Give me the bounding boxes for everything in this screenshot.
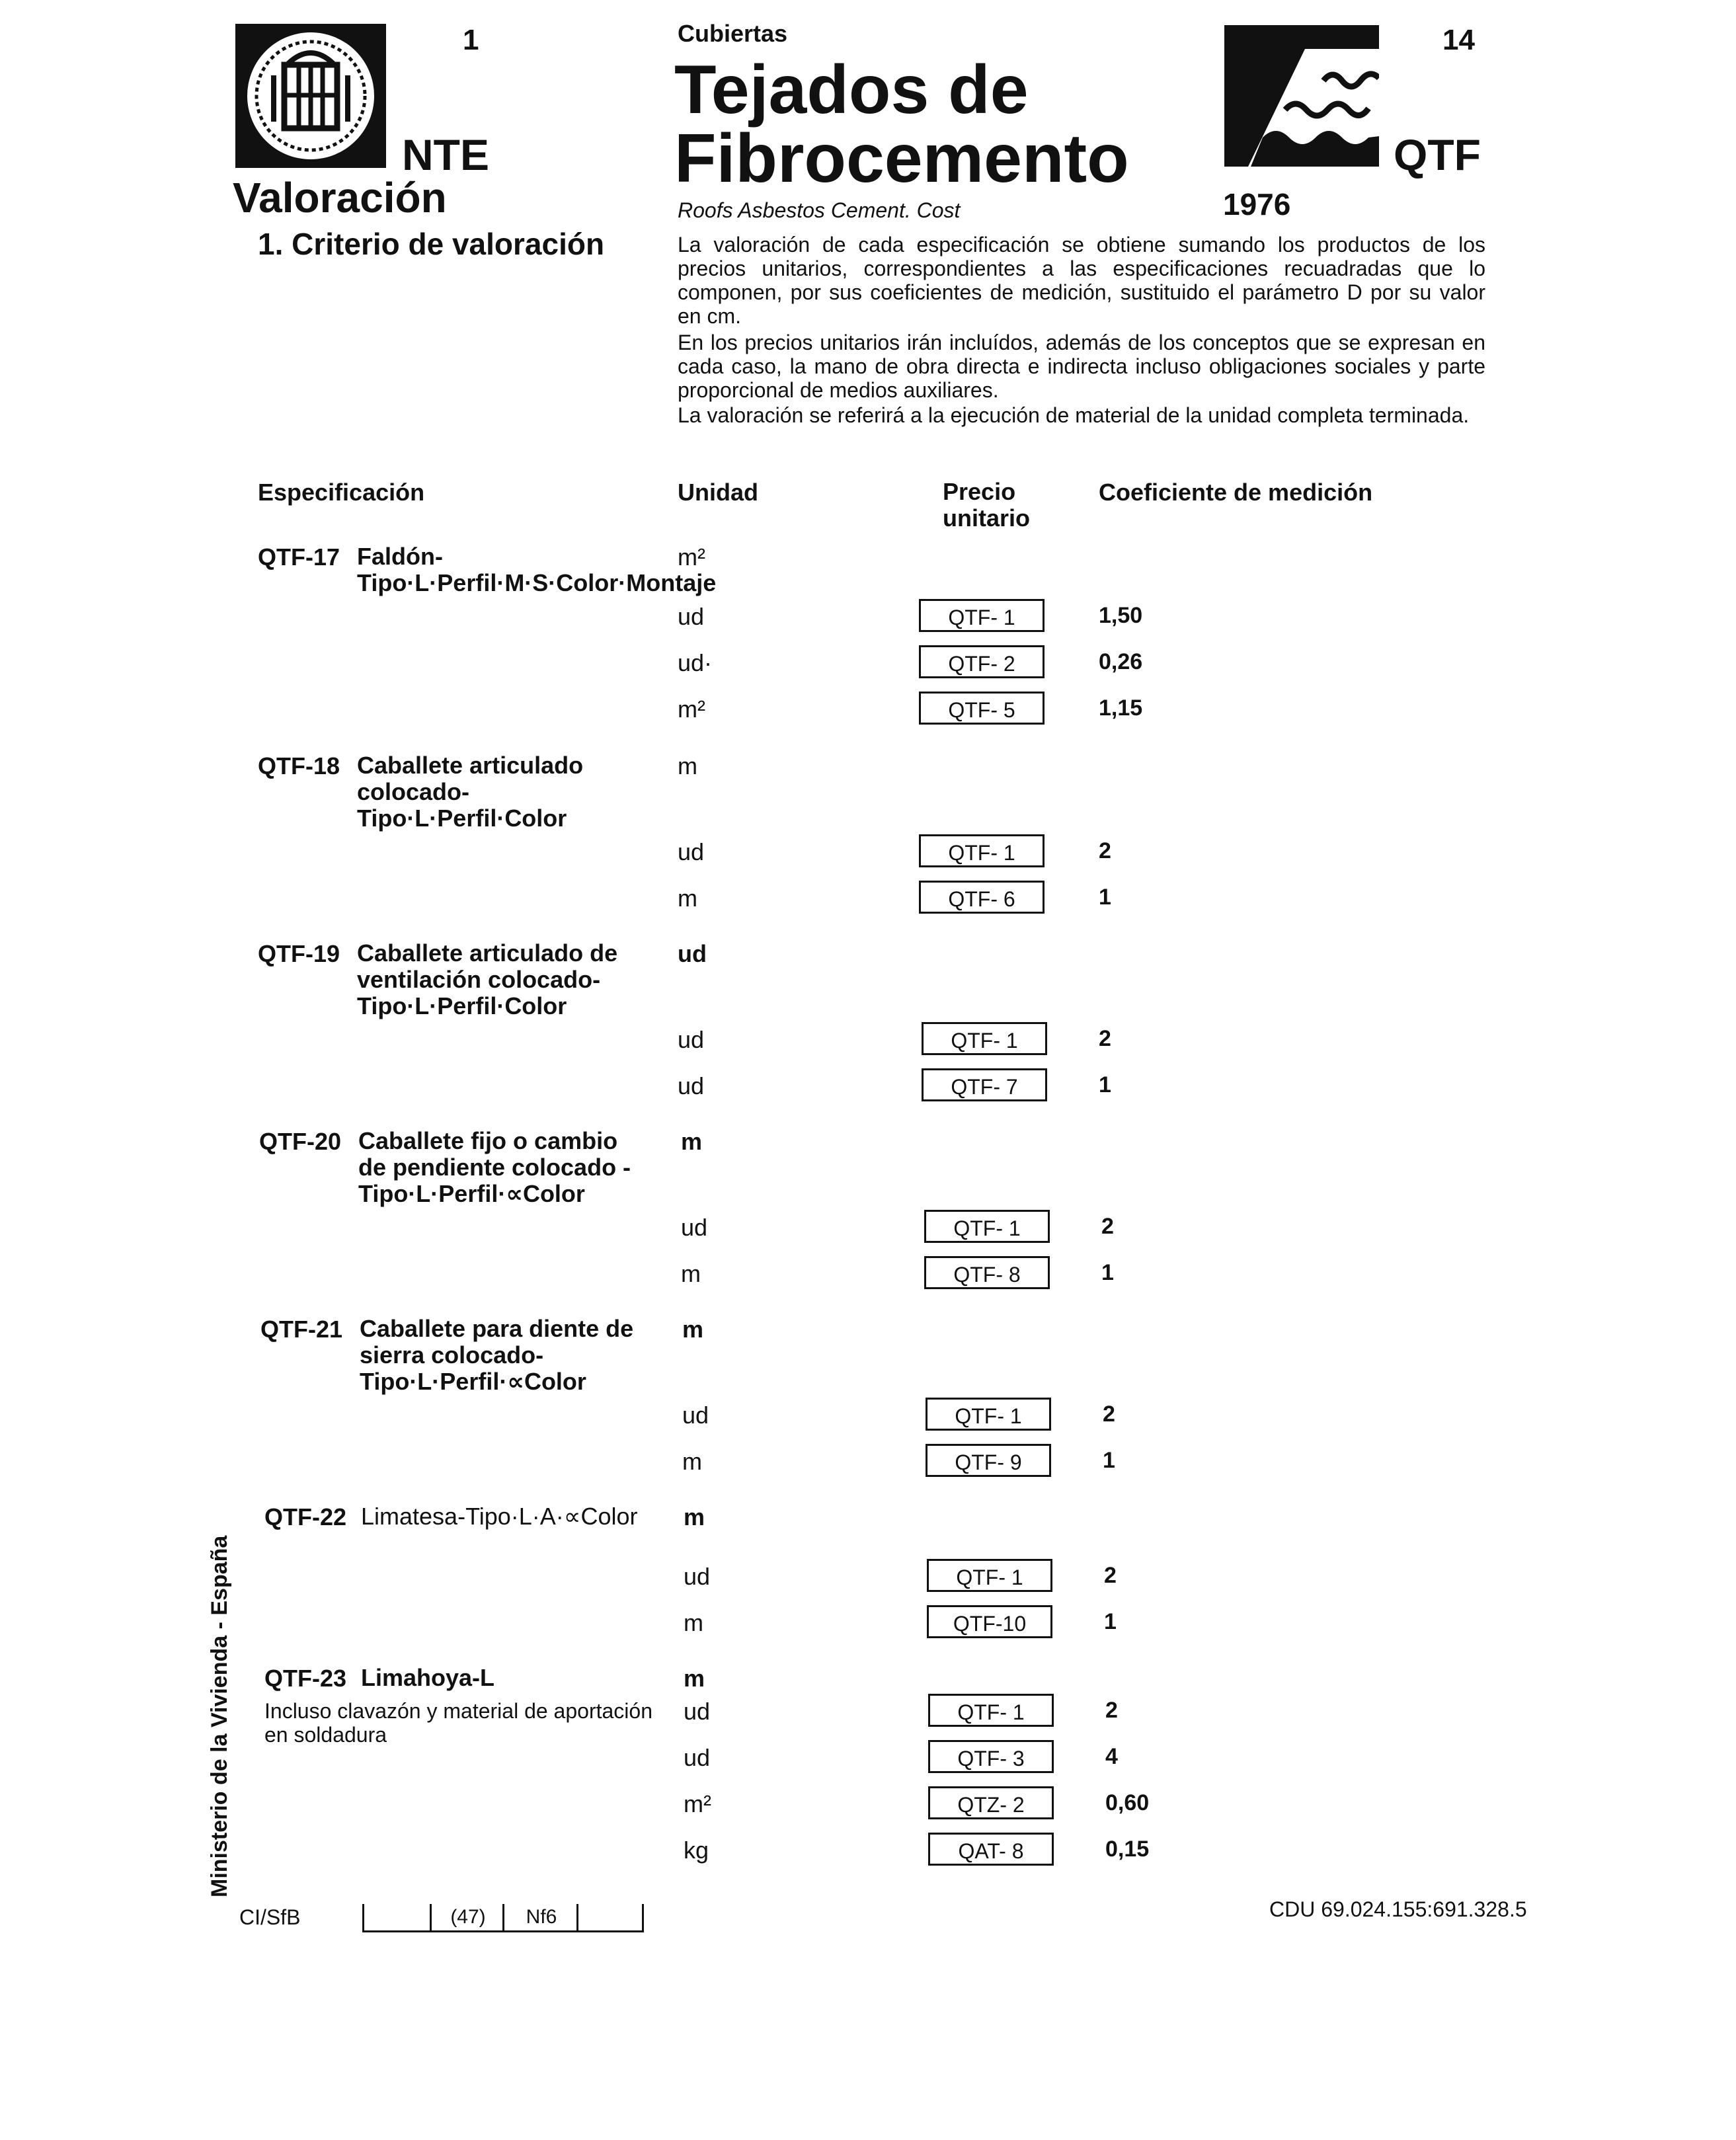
measurement-coefficient: 1 [1101, 1260, 1114, 1285]
spec-unit: m [684, 1503, 705, 1530]
column-header-price [943, 479, 1030, 532]
nte-label: NTE [402, 130, 489, 179]
unit-price-reference: QTF- 1 [919, 834, 1045, 867]
measurement-coefficient: 2 [1099, 1026, 1111, 1051]
column-header-price-line-1: Precio [943, 478, 1016, 505]
spec-code: QTF-22 [264, 1503, 347, 1530]
unit-price-reference: QTF- 6 [919, 881, 1045, 914]
unit-price-reference: QTF- 1 [919, 599, 1045, 632]
unit-price-reference: QTF- 1 [927, 1559, 1052, 1592]
measurement-coefficient: 0,60 [1105, 1790, 1150, 1815]
spec-code: QTF-20 [259, 1128, 342, 1155]
cdu-classification: CDU 69.024.155:691.328.5 [1269, 1897, 1527, 1921]
unit-price-reference: QTF-10 [927, 1605, 1052, 1638]
measurement-coefficient: 2 [1103, 1402, 1115, 1427]
component-unit: ud [684, 1744, 711, 1771]
unit-price-reference: QTF- 3 [928, 1740, 1054, 1773]
spec-description: Faldón-Tipo·L·Perfil·M·S·Color·Montaje [357, 543, 717, 596]
unit-price-reference: QTZ- 2 [928, 1786, 1054, 1819]
series-code: QTF [1394, 130, 1481, 179]
measurement-coefficient: 1 [1099, 1072, 1111, 1097]
page-title [674, 52, 1129, 197]
cisfb-label: CI/SfB [239, 1905, 301, 1929]
cisfb-field-2: (47) [430, 1904, 504, 1932]
component-unit: ud [678, 603, 705, 630]
ministry-vertical-label: Ministerio de la Vivienda - España [207, 1535, 232, 1897]
measurement-coefficient: 2 [1105, 1698, 1118, 1723]
cisfb-field-4 [576, 1904, 644, 1932]
unit-price-reference: QTF- 5 [919, 692, 1045, 725]
unit-price-reference: QTF- 1 [922, 1022, 1047, 1055]
spec-description: Caballete articulado colocado-Tipo·L·Perfil·Color [357, 752, 584, 832]
unit-price-reference: QTF- 9 [926, 1444, 1051, 1477]
spec-unit: m [684, 1665, 705, 1692]
measurement-coefficient: 1 [1104, 1609, 1117, 1634]
unit-price-reference: QTF- 8 [924, 1256, 1050, 1289]
spec-description: Caballete articulado de ventilación colocado-Tipo·L·Perfil·Color [357, 939, 618, 1019]
component-unit: m² [678, 695, 705, 723]
component-unit: m [678, 885, 697, 912]
measurement-coefficient: 0,26 [1099, 649, 1143, 674]
component-unit: m² [684, 1790, 711, 1817]
ministry-seal-image [235, 24, 386, 168]
spec-description: Limahoya-L [361, 1664, 495, 1691]
category-label: Cubiertas [678, 20, 788, 47]
unit-price-reference: QAT- 8 [928, 1833, 1054, 1866]
spec-description: Caballete fijo o cambio de pendiente colocado -Tipo·L·Perfil·∝Color [358, 1127, 631, 1207]
spec-note: Incluso clavazón y material de aportación en soldadura [264, 1699, 652, 1747]
unit-price-reference: QTF- 7 [922, 1068, 1047, 1101]
component-unit: m [681, 1260, 701, 1287]
publication-year: 1976 [1223, 187, 1291, 221]
title-line-1: Tejados de [674, 52, 1029, 128]
spec-unit: m [678, 752, 697, 779]
measurement-coefficient: 4 [1105, 1744, 1118, 1769]
cisfb-field-3: Nf6 [502, 1904, 578, 1932]
column-header-unit: Unidad [678, 479, 758, 506]
column-header-price-line-2: unitario [943, 504, 1030, 532]
cisfb-field-1 [362, 1904, 432, 1932]
component-unit: kg [684, 1837, 709, 1864]
subsection-title: 1. Criterio de valoración [258, 227, 605, 261]
component-unit: ud [678, 838, 705, 865]
unit-price-reference: QTF- 1 [926, 1398, 1051, 1431]
measurement-coefficient: 0,15 [1105, 1837, 1150, 1862]
intro-paragraph-1: La valoración de cada especificación se obtiene sumando los productos de los precios unitarios, correspondientes a las especificaciones recuadradas que lo componen, por sus coeficientes de medición, sustituido el parámetro D por su valor en cm. [678, 233, 1485, 328]
measurement-coefficient: 1 [1099, 885, 1111, 910]
page-number-right: 14 [1442, 24, 1475, 56]
component-unit: ud [678, 1026, 705, 1053]
roof-wave-logo [1224, 25, 1379, 167]
spec-unit: m [681, 1128, 703, 1155]
component-unit: ud [684, 1698, 711, 1725]
component-unit: m [684, 1609, 703, 1636]
section-title: Valoración [233, 174, 447, 221]
measurement-coefficient: 2 [1101, 1214, 1114, 1239]
intro-paragraph-2: En los precios unitarios irán incluídos, además de los conceptos que se expresan en cada caso, la mano de obra directa e indirecta incluso obligaciones sociales y parte proporcional de medios auxiliares. [678, 331, 1485, 402]
spec-description: Caballete para diente de sierra colocado-Tipo·L·Perfil·∝Color [360, 1315, 634, 1395]
measurement-coefficient: 2 [1099, 838, 1111, 863]
column-header-spec: Especificación [258, 479, 425, 506]
spec-unit: m² [678, 543, 705, 571]
measurement-coefficient: 1 [1103, 1448, 1115, 1473]
unit-price-reference: QTF- 1 [924, 1210, 1050, 1243]
component-unit: ud [682, 1402, 709, 1429]
english-subtitle: Roofs Asbestos Cement. Cost [678, 198, 961, 222]
spec-code: QTF-18 [258, 752, 340, 779]
measurement-coefficient: 2 [1104, 1563, 1117, 1588]
title-line-2: Fibrocemento [674, 120, 1129, 197]
component-unit: ud [678, 1072, 705, 1099]
component-unit: m [682, 1448, 702, 1475]
measurement-coefficient: 1,15 [1099, 695, 1143, 721]
component-unit: ud [684, 1563, 711, 1590]
spec-code: QTF-23 [264, 1665, 347, 1692]
unit-price-reference: QTF- 1 [928, 1694, 1054, 1727]
component-unit: ud· [678, 649, 713, 676]
unit-price-reference: QTF- 2 [919, 645, 1045, 678]
measurement-coefficient: 1,50 [1099, 603, 1143, 628]
spec-code: QTF-21 [260, 1316, 343, 1343]
spec-description: Limatesa-Tipo·L·A·∝Color [361, 1503, 638, 1530]
spec-code: QTF-17 [258, 543, 340, 571]
intro-paragraph-3: La valoración se referirá a la ejecución de material de la unidad completa terminada. [678, 403, 1470, 427]
component-unit: ud [681, 1214, 708, 1241]
spec-unit: ud [678, 940, 707, 967]
spec-unit: m [682, 1316, 704, 1343]
page-number-left: 1 [463, 24, 479, 56]
spec-code: QTF-19 [258, 940, 340, 967]
column-header-coef: Coeficiente de medición [1099, 479, 1373, 506]
